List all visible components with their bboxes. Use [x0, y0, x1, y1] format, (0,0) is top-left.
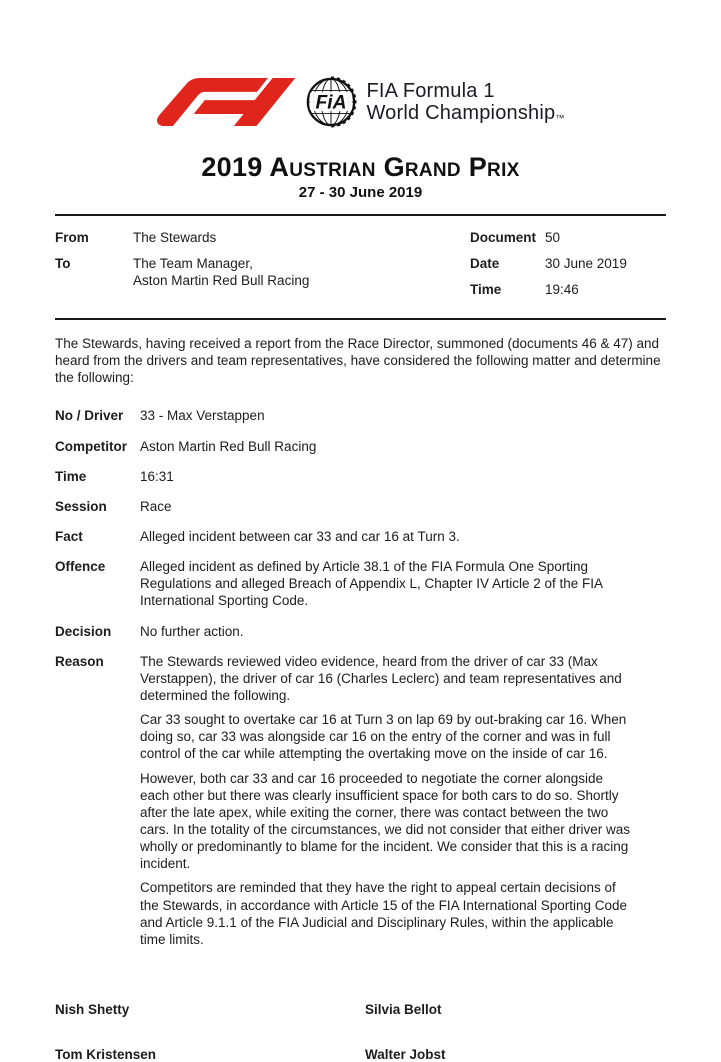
time-label: Time	[470, 282, 502, 297]
document-number: 50	[545, 230, 561, 245]
field-row-offence	[55, 558, 666, 609]
reason-paragraph-2: Car 33 sought to overtake car 16 at Turn 3 on lap 69 by out-braking car 16. When doing so, car 33 was alongside car 16 on the entry of the corner and was in full control of the car while attempting the overtaking move on the inside of car 16.	[140, 712, 627, 762]
fia-roundel-icon	[305, 76, 357, 128]
steward-name: Nish Shetty	[55, 1001, 130, 1017]
wordmark-line1: FIA Formula 1	[366, 80, 495, 102]
no-driver-label: No / Driver	[55, 408, 124, 424]
meta-row-from	[55, 229, 470, 246]
field-row-no-driver	[55, 407, 666, 424]
from-value: The Stewards	[133, 230, 217, 245]
event-dates: 27 - 30 June 2019	[298, 184, 423, 201]
offence-label: Offence	[55, 559, 106, 575]
championship-wordmark	[366, 80, 564, 124]
intro-paragraph: The Stewards, having received a report from the Race Director, summoned (documents 46 & 47) and heard from the drivers and team representatives, have considered the following matter and determine the following:	[55, 336, 661, 386]
masthead	[55, 76, 666, 128]
reason-paragraph-1: The Stewards reviewed video evidence, heard from the driver of car 33 (Max Verstappen), the driver of car 16 (Charles Leclerc) and team representatives and determined the following.	[140, 653, 622, 703]
signatures-left-column	[55, 1002, 365, 1062]
to-value	[133, 255, 309, 289]
competitor-label: Competitor	[55, 438, 127, 454]
steward-name: Tom Kristensen	[55, 1046, 157, 1062]
meta-right-column	[470, 229, 666, 298]
signatures	[55, 1002, 666, 1062]
wordmark-line2: World Championship™	[366, 102, 565, 124]
field-row-session	[55, 498, 666, 515]
meta-row-to	[55, 255, 470, 289]
date-value: 30 June 2019	[545, 256, 627, 271]
field-row-reason	[55, 653, 666, 948]
to-value-line2: Aston Martin Red Bull Racing	[133, 273, 310, 288]
field-row-time	[55, 468, 666, 485]
reason-paragraph-4: Competitors are reminded that they have the right to appeal certain decisions of the Stewards, in accordance with Article 15 of the FIA International Sporting Code and Article 9.1.1 of the FIA Judicial and Disciplinary Rules, within the applicable time limits.	[140, 880, 628, 947]
meta-left-column	[55, 229, 470, 298]
incident-time-value: 16:31	[140, 468, 174, 484]
time-value: 19:46	[545, 282, 579, 297]
fia-monogram: FiA	[315, 92, 347, 114]
no-driver-value: 33 - Max Verstappen	[140, 408, 265, 424]
event-title: 2019 Austrian Grand Prix	[201, 152, 520, 182]
steward-name: Silvia Bellot	[365, 1001, 442, 1017]
field-row-fact	[55, 528, 666, 545]
session-value: Race	[140, 498, 172, 514]
date-label: Date	[470, 256, 500, 271]
document-label: Document	[470, 230, 537, 245]
fact-value: Alleged incident between car 33 and car 16 at Turn 3.	[140, 528, 460, 544]
signatures-right-column	[365, 1002, 446, 1062]
decision-fields	[55, 407, 666, 948]
reason-paragraph-3: However, both car 33 and car 16 proceeded to negotiate the corner alongside each other but there was clearly insufficient space for both cars to do so. Shortly after the late apex, while exiting the corner, there was contact between the two cars. In the totality of the circumstances, we did not consider that either driver was wholly or predominantly to blame for the incident. We consider that this is a racing incident.	[140, 770, 630, 872]
trademark-symbol: ™	[555, 113, 565, 123]
field-row-competitor	[55, 438, 666, 455]
meta-row-date	[470, 255, 666, 272]
to-label: To	[55, 256, 71, 271]
field-row-decision	[55, 623, 666, 640]
f1-logo-icon	[156, 78, 296, 126]
offence-value: Alleged incident as defined by Article 38.1 of the FIA Formula One Sporting Regulations and alleged Breach of Appendix L, Chapter IV Article 2 of the FIA International Sporting Code.	[140, 559, 603, 609]
document-meta-table	[55, 214, 666, 320]
decision-label: Decision	[55, 623, 112, 639]
to-value-line1: The Team Manager,	[133, 256, 253, 271]
session-label: Session	[55, 498, 107, 514]
fact-label: Fact	[55, 528, 83, 544]
meta-row-document	[470, 229, 666, 246]
reason-label: Reason	[55, 653, 104, 669]
from-label: From	[55, 230, 89, 245]
reason-value	[140, 653, 636, 948]
incident-time-label: Time	[55, 468, 87, 484]
meta-row-time	[470, 281, 666, 298]
decision-value: No further action.	[140, 623, 244, 639]
competitor-value: Aston Martin Red Bull Racing	[140, 438, 317, 454]
steward-name: Walter Jobst	[365, 1046, 446, 1062]
